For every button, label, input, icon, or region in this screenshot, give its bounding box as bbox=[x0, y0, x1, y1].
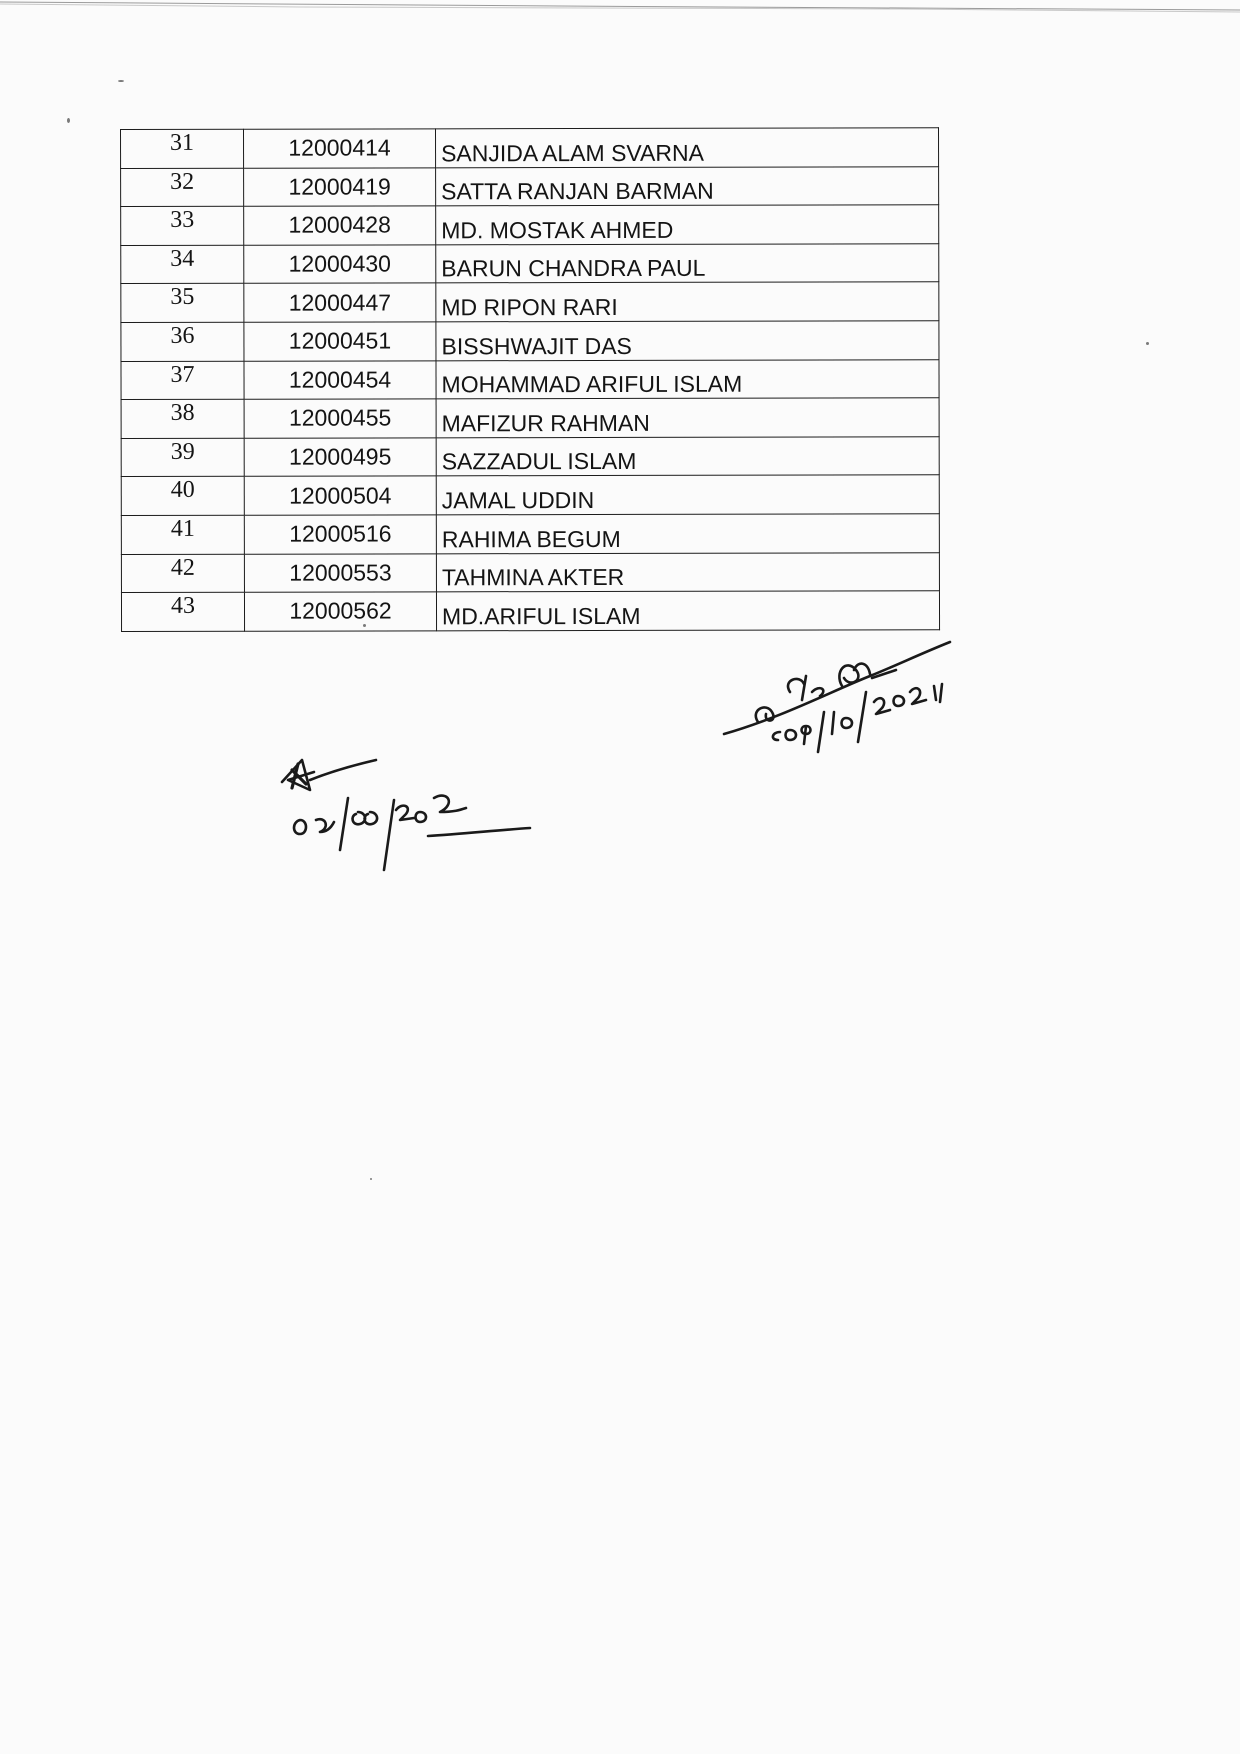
serial-cell: 31 bbox=[121, 129, 244, 168]
name-cell: MAFIZUR RAHMAN bbox=[436, 398, 939, 438]
id-cell: 12000495 bbox=[244, 438, 436, 477]
scan-speck bbox=[370, 1178, 372, 1180]
name-cell: MD RIPON RARI bbox=[436, 282, 939, 322]
name-cell: MD. MOSTAK AHMED bbox=[436, 205, 939, 245]
name-cell: SAZZADUL ISLAM bbox=[436, 437, 939, 477]
serial-cell: 43 bbox=[121, 592, 244, 631]
id-cell: 12000414 bbox=[244, 129, 436, 168]
id-cell: 12000454 bbox=[244, 360, 436, 399]
id-cell: 12000504 bbox=[244, 476, 436, 515]
id-cell: 12000419 bbox=[244, 167, 436, 206]
serial-cell: 33 bbox=[121, 206, 244, 245]
signature-left bbox=[270, 750, 570, 890]
serial-cell: 41 bbox=[121, 515, 244, 554]
table-row bbox=[121, 359, 939, 399]
roster-table bbox=[120, 127, 940, 631]
table-row bbox=[121, 398, 939, 438]
signature-right bbox=[720, 630, 970, 760]
serial-cell: 39 bbox=[121, 438, 244, 477]
serial-cell: 38 bbox=[121, 399, 244, 438]
serial-cell: 42 bbox=[121, 554, 244, 593]
scan-speck bbox=[118, 80, 124, 82]
serial-cell: 37 bbox=[121, 361, 244, 400]
name-cell: BARUN CHANDRA PAUL bbox=[436, 244, 939, 284]
name-cell: SATTA RANJAN BARMAN bbox=[436, 166, 939, 206]
table-row bbox=[121, 475, 939, 515]
serial-cell: 35 bbox=[121, 284, 244, 323]
id-cell: 12000430 bbox=[244, 245, 436, 284]
table-row bbox=[121, 591, 939, 631]
name-cell: SANJIDA ALAM SVARNA bbox=[436, 128, 939, 168]
name-cell: MOHAMMAD ARIFUL ISLAM bbox=[436, 359, 939, 399]
serial-cell: 40 bbox=[121, 477, 244, 516]
id-cell: 12000562 bbox=[244, 592, 436, 631]
name-cell: JAMAL UDDIN bbox=[436, 475, 939, 515]
scan-speck bbox=[67, 118, 70, 123]
table-row bbox=[121, 128, 939, 168]
table-row bbox=[121, 166, 939, 206]
table-row bbox=[121, 244, 939, 284]
name-cell: TAHMINA AKTER bbox=[436, 552, 939, 592]
name-cell: MD.ARIFUL ISLAM bbox=[436, 591, 939, 631]
serial-cell: 32 bbox=[121, 168, 244, 207]
id-cell: 12000516 bbox=[244, 515, 436, 554]
id-cell: 12000428 bbox=[244, 206, 436, 245]
table-row bbox=[121, 552, 939, 592]
scan-speck bbox=[1146, 342, 1149, 345]
id-cell: 12000447 bbox=[244, 283, 436, 322]
name-cell: BISSHWAJIT DAS bbox=[436, 321, 939, 361]
table-row bbox=[121, 282, 939, 322]
table-row bbox=[121, 437, 939, 477]
serial-cell: 34 bbox=[121, 245, 244, 284]
serial-cell: 36 bbox=[121, 322, 244, 361]
scan-top-edge bbox=[0, 0, 1240, 14]
name-cell: RAHIMA BEGUM bbox=[436, 514, 939, 554]
table-row bbox=[121, 321, 939, 361]
id-cell: 12000553 bbox=[244, 553, 436, 592]
id-cell: 12000451 bbox=[244, 322, 436, 361]
id-cell: 12000455 bbox=[244, 399, 436, 438]
table-row bbox=[121, 205, 939, 245]
table-row bbox=[121, 514, 939, 554]
